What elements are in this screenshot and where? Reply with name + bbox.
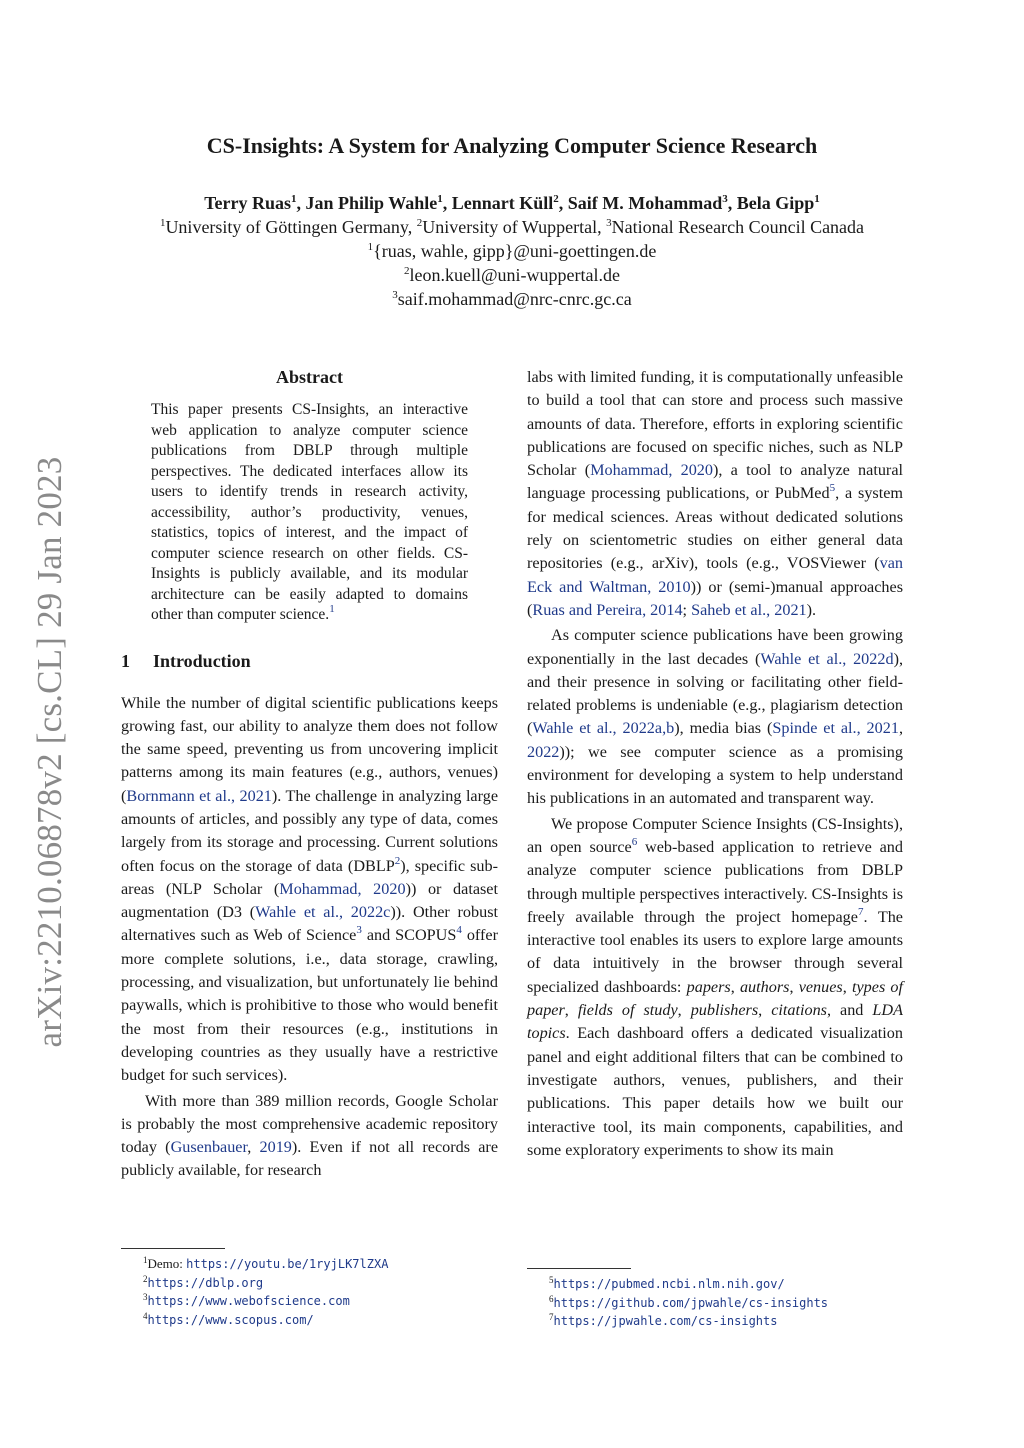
dashboard-name: publishers	[690, 1001, 759, 1020]
citation-link[interactable]: Gusenbauer	[170, 1138, 248, 1157]
affiliation-line	[0, 215, 1024, 239]
author-name: Jan Philip Wahle	[305, 193, 438, 213]
text: . Each dashboard offers a dedicated visualization panel and eight additional filters that can be combined to investigate authors, venues, publishers, and their publications. This paper details how we built our interactive tool, its main components, capabilities, and some exploratory experiments to show its main	[527, 1024, 903, 1159]
text: and SCOPUS	[361, 926, 457, 945]
footnote-marker[interactable]: 7	[857, 905, 864, 918]
citation-link[interactable]: Spinde et al., 2021	[772, 719, 899, 738]
text: , and	[826, 1001, 873, 1020]
footnote-number: 6	[549, 1293, 554, 1304]
citation-link[interactable]: 2019	[259, 1138, 292, 1157]
footnote-number: 5	[549, 1275, 554, 1285]
footnotes-left	[121, 1248, 498, 1329]
footnote	[527, 1312, 903, 1331]
author-name: Bela Gipp	[736, 193, 815, 213]
text: ,	[247, 1138, 260, 1157]
email: {ruas, wahle, gipp}@uni-goettingen.de	[373, 241, 657, 261]
footnote-number: 4	[143, 1310, 148, 1321]
footnote-url[interactable]: https://www.webofscience.com	[147, 1294, 350, 1308]
citation-link[interactable]: Saheb et al., 2021	[691, 600, 807, 619]
footnote-label: Demo:	[147, 1256, 187, 1271]
dashboard-name: venues	[798, 977, 843, 996]
citation-link[interactable]: Ruas and Pereira, 2014	[532, 600, 683, 619]
footnote-marker[interactable]: 1	[329, 603, 335, 615]
footnote-divider	[527, 1268, 631, 1269]
footnote-url[interactable]: https://jpwahle.com/cs-insights	[553, 1314, 778, 1328]
email-line	[0, 239, 1024, 263]
left-column	[121, 364, 498, 1183]
affil-marker: 3	[392, 289, 398, 301]
email-line	[0, 263, 1024, 287]
citation-link[interactable]: Wahle et al., 2022d	[760, 649, 894, 668]
abstract-text	[151, 400, 468, 626]
text: )); we see computer science as a promising environment for developing a system to help understand his publications in an automated and transparent way.	[527, 742, 903, 808]
paragraph	[527, 366, 903, 622]
citation-link[interactable]: 2022	[527, 742, 560, 761]
citation-link[interactable]: Bornmann et al., 2021	[126, 786, 272, 805]
email: leon.kuell@uni-wuppertal.de	[409, 265, 620, 285]
text: offer more complete solutions, i.e., data storage, crawling, processing, and visualization, but unfortunately lie behind paywalls, which is prohibitive to those who would benefit the most from their resources (e.g., institutions in developing countries as they usually have a restrictive budget for such services).	[121, 926, 498, 1085]
text: )) or dataset augmentation (D3 (	[121, 879, 498, 922]
text: ), media bias (	[674, 719, 773, 738]
section-title: Introduction	[153, 650, 251, 671]
text: )). Other robust alternatives such as Web of Science	[121, 903, 499, 945]
text: ), and their presence in solving or facilitating other field-related problems is undeniable (e.g., plagiarism detection (	[527, 649, 903, 738]
text: With more than 389 million records, Google Scholar is probably the most comprehensive academic repository today (	[121, 1091, 498, 1157]
citation-link[interactable]: Wahle et al., 2022a,b	[532, 719, 675, 738]
text: While the number of digital scientific publications keeps growing fast, our ability to analyze them does not follow the same speed, preventing us from uncovering implicit patterns among its main features (e.g., authors, venues) (	[121, 693, 498, 805]
citation-link[interactable]: van Eck and Waltman, 2010	[527, 554, 903, 596]
footnote-url[interactable]: https://www.scopus.com/	[147, 1312, 314, 1327]
affil-marker: 2	[403, 265, 410, 277]
affil-marker: 2	[416, 217, 423, 229]
text: ). Even if not all records are publicly available, for research	[121, 1138, 499, 1180]
arxiv-identifier: arXiv:2210.06878v2 [cs.CL] 29 Jan 2023	[30, 456, 69, 1048]
right-column	[527, 366, 903, 1162]
affil-marker: 3	[606, 217, 612, 229]
footnote	[527, 1275, 903, 1294]
paragraph	[527, 813, 903, 1162]
section-number: 1	[121, 650, 130, 671]
footnote-number: 7	[549, 1312, 554, 1322]
dashboard-name: fields of study	[577, 1001, 678, 1020]
author-affil-marker: 1	[437, 193, 443, 205]
citation-link[interactable]: Wahle et al., 2022c	[255, 903, 391, 922]
affiliation: University of Wuppertal,	[422, 217, 607, 237]
dashboard-name: authors	[739, 977, 790, 996]
text: ), specific sub-areas (NLP Scholar (	[121, 856, 498, 898]
author-name: Saif M. Mohammad	[567, 193, 723, 213]
text: web-based application to retrieve and analyze computer science publications from DBLP through multiple perspectives interactively. CS-Insights is freely available through the project homepage	[527, 837, 903, 926]
footnote	[527, 1294, 903, 1313]
text: ,	[677, 1001, 691, 1020]
text: ,	[789, 977, 799, 996]
abstract-heading: Abstract	[276, 367, 343, 387]
email-line	[0, 287, 1024, 311]
text: labs with limited funding, it is computationally unfeasible to build a tool that can store and process such massive amounts of data. Therefore, efforts in exploring scientific publications are focused on specific niches, such as NLP Scholar (	[527, 368, 903, 480]
author-affil-marker: 2	[553, 193, 559, 205]
footnote	[121, 1292, 498, 1311]
section-heading	[121, 648, 498, 674]
text: ;	[682, 600, 692, 619]
text: ).	[806, 600, 817, 619]
footnote	[121, 1311, 498, 1330]
text: ,	[758, 1001, 772, 1020]
text: We propose Computer Science Insights (CS-Insights), an open source	[527, 814, 903, 856]
dashboard-name: types of paper	[527, 977, 904, 1020]
footnote-url[interactable]: https://youtu.be/1ryjLK7lZXA	[186, 1257, 389, 1271]
dashboard-name: papers	[686, 977, 731, 996]
text: )) or (semi-)manual approaches (	[527, 577, 903, 619]
footnote	[121, 1274, 498, 1293]
text: ,	[898, 719, 903, 738]
footnote-url[interactable]: https://github.com/jpwahle/cs-insights	[553, 1295, 829, 1310]
footnote-url[interactable]: https://dblp.org	[147, 1275, 264, 1290]
footnote-number: 3	[143, 1292, 148, 1302]
footnote-number: 1	[143, 1255, 148, 1265]
author-affil-marker: 1	[814, 193, 820, 205]
citation-link[interactable]: Mohammad, 2020	[279, 879, 406, 898]
author-affil-marker: 3	[722, 193, 728, 205]
affil-marker: 1	[159, 217, 166, 229]
text: , a system for medical sciences. Areas without dedicated solutions rely on scientometric studies on either general data repositories (e.g., arXiv), tools (e.g., VOSViewer (	[527, 484, 903, 573]
footnote-url[interactable]: https://pubmed.ncbi.nlm.nih.gov/	[553, 1277, 785, 1291]
author-affil-marker: 1	[291, 193, 297, 205]
footnotes-right	[527, 1268, 903, 1331]
footnote-marker[interactable]: 2	[394, 854, 401, 867]
footnote-number: 2	[143, 1273, 148, 1284]
text: . The interactive tool enables its users to explore large amounts of data intuitively in the browser through several specialized dashboards:	[527, 907, 903, 996]
text: As computer science publications have been growing exponentially in the last decades (	[527, 626, 903, 668]
citation-link[interactable]: Mohammad, 2020	[590, 461, 713, 480]
text: ), a tool to analyze natural language processing publications, or PubMed	[527, 461, 904, 503]
footnote-marker[interactable]: 5	[829, 482, 836, 495]
paragraph	[527, 624, 903, 810]
footnote-marker[interactable]: 6	[631, 835, 638, 848]
text: ,	[730, 977, 740, 996]
author-name: Terry Ruas	[204, 193, 292, 213]
text: ,	[842, 977, 852, 996]
text: ). The challenge in analyzing large amounts of articles, and possibly any type of data, comes largely from its storage and processing. Current solutions often focus on the storage of data (DBLP	[121, 786, 498, 875]
abstract-body: This paper presents CS-Insights, an interactive web application to analyze computer science publications from DBLP through multiple perspectives. The dedicated interfaces allow its users to identify trends in research activity, accessibility, author’s productivity, venues, statistics, topics of interest, and the impact of computer science research on other fields. CS-Insights is publicly available, and its modular architecture can be easily adapted to domains other than computer science.	[151, 401, 468, 623]
author-name: Lennart Küll	[451, 193, 554, 213]
footnote	[121, 1255, 498, 1274]
dashboard-name: citations	[771, 1001, 827, 1020]
affil-marker: 1	[367, 241, 374, 253]
author-list: Terry Ruas$^1$, Jan Philip Wahle$^1$, Lennart Küll$^2$, Saif M. Mohammad$^3$, Bela Gipp$^1$	[204, 193, 820, 213]
footnote-divider	[121, 1248, 225, 1249]
affiliation: National Research Council Canada	[611, 217, 865, 237]
paragraph	[121, 1090, 498, 1183]
dashboard-name: LDA topics	[527, 1001, 903, 1043]
paragraph	[121, 692, 498, 1088]
email: saif.mohammad@nrc-cnrc.gc.ca	[397, 289, 632, 309]
text: ,	[564, 1001, 578, 1020]
paper-title: CS-Insights: A System for Analyzing Computer Science Research	[206, 133, 818, 158]
footnote-marker[interactable]: 4	[456, 924, 462, 937]
footnote-marker[interactable]: 3	[356, 924, 362, 937]
affiliation: University of Göttingen Germany,	[165, 217, 417, 237]
